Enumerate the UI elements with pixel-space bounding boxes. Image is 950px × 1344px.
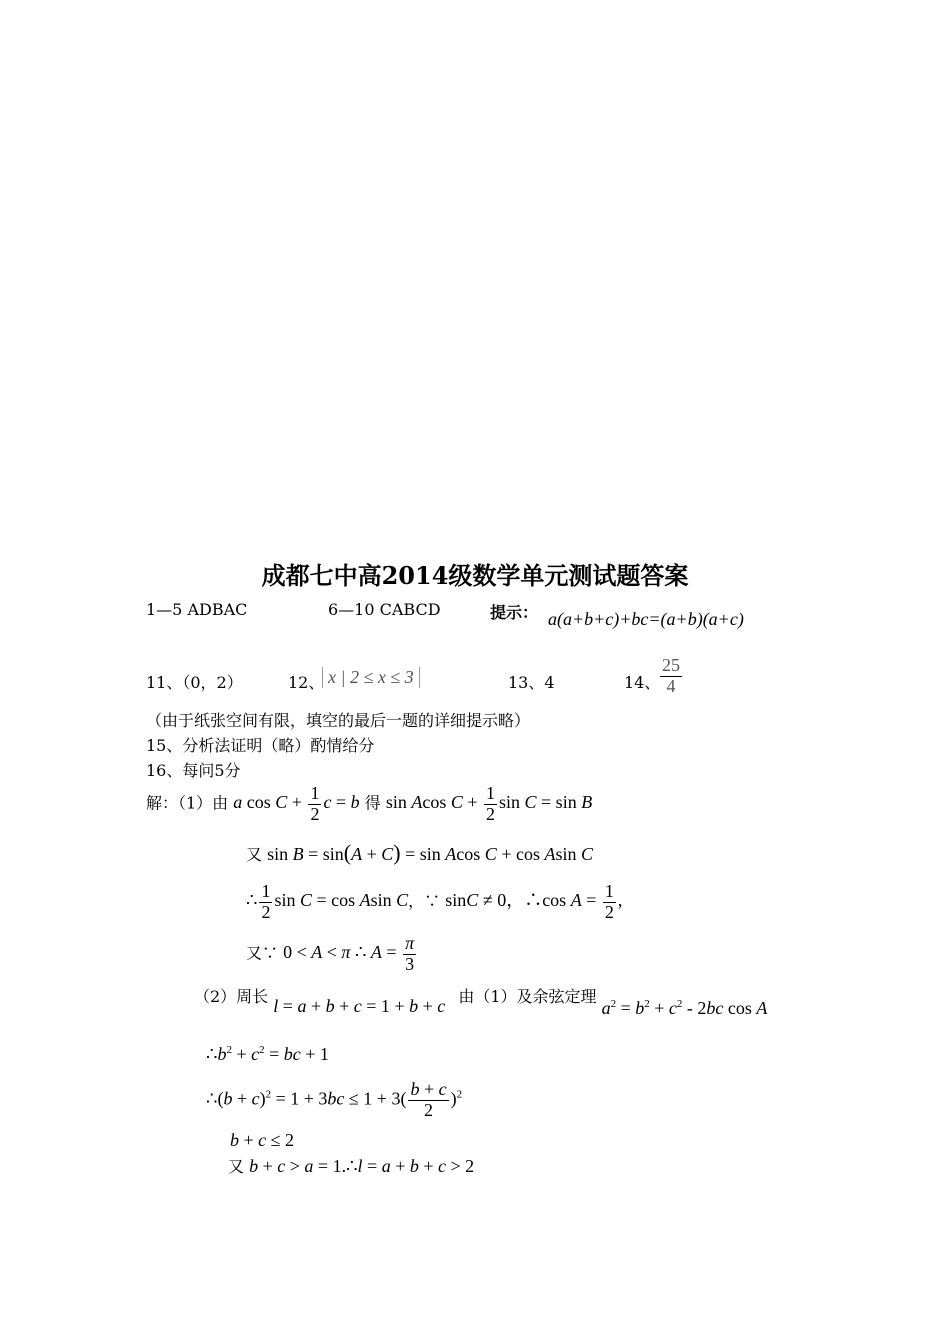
solution-prefix: 又∵ xyxy=(246,943,279,963)
answer-12-label: 12、 xyxy=(288,673,325,692)
solution-word: 得 xyxy=(364,793,381,813)
solution-line-8: b + c ≤ 2 xyxy=(230,1130,295,1150)
solution-line-5: （2）周长 l = a + b + c = 1 + b + c 由（1）及余弦定理 $a^2 = b^2 + c^2 - 2bc$ cos A xyxy=(194,987,768,1018)
note-q15: 15、分析法证明（略）酌情给分 xyxy=(146,736,375,755)
solution-line-9: 又 b + c > a = 1.∴l = a + b + c > 2 xyxy=(228,1156,475,1176)
since-symbol: ，∵ xyxy=(408,891,441,911)
solution-prefix: 解：（1）由 xyxy=(146,793,229,813)
solution-line-7: ∴(b + c)$^2$ = 1 + 3bc ≤ 1 + 3( $\frac{b + c}{2}$ )$^2$ xyxy=(206,1079,463,1120)
answer-12-set xyxy=(322,667,420,688)
solution-prefix: 又 xyxy=(246,845,263,864)
solution-line-1: 解：（1）由 a cos C + $\frac{1}{2}$ c = b 得 sin Acos C + $\frac{1}{2}$ sin C = sin B xyxy=(146,783,593,824)
solution-line-2: 又 sin B = sin(A + C) = sin Acos C + cos Asin C xyxy=(246,840,593,865)
solution-prefix: 又 xyxy=(228,1157,245,1176)
answer-14-label: 14、 xyxy=(624,673,661,692)
hint-formula: a(a+b+c)+bc=(a+b)(a+c) xyxy=(548,609,744,629)
note-space: （由于纸张空间有限，填空的最后一题的详细提示略） xyxy=(146,711,531,730)
note-q16: 16、每问5分 xyxy=(146,761,241,780)
set-notation: x | 2 ≤ x ≤ 3 xyxy=(322,667,420,688)
solution-line-4: 又∵ 0 < A < π ∴ A = $\frac{\pi}{3}$ xyxy=(246,933,415,974)
answers-6-10: 6—10 CABCD xyxy=(328,600,441,619)
answer-13: 13、4 xyxy=(508,673,555,692)
answers-1-5: 1—5 ADBAC xyxy=(146,600,248,619)
solution-prefix: （2）周长 xyxy=(194,987,269,1006)
cosine-rule-text: 由（1）及余弦定理 xyxy=(458,987,597,1006)
answer-14-fraction xyxy=(658,656,684,697)
page-title: 成都七中高2014级数学单元测试题答案 xyxy=(261,561,689,590)
fraction-numerator: 25 xyxy=(662,655,680,675)
solution-line-6: $\therefore b^2 + c^2$ = bc + 1 xyxy=(206,1044,329,1064)
fraction-denominator: 4 xyxy=(666,675,676,696)
solution-line-3: ∴ $\frac{1}{2}$ sin C = cos Asin C，∵ sinC ≠ 0，∴cos A = $\frac{1}{2}$ , xyxy=(246,881,623,922)
answer-11: 11、（0，2） xyxy=(146,673,243,692)
hint-label: 提示： xyxy=(490,603,539,622)
